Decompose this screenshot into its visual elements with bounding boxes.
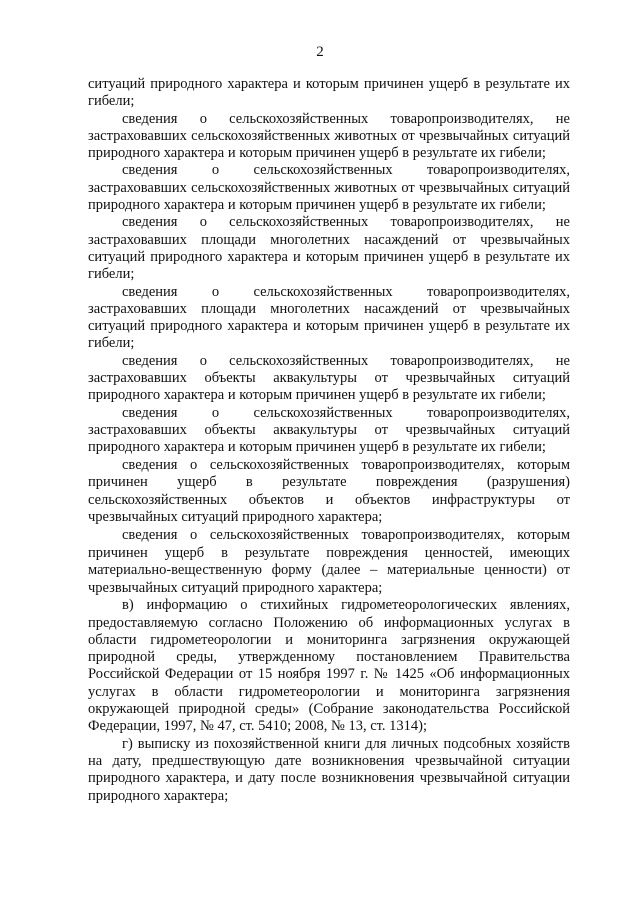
page-number: 2 <box>316 44 324 60</box>
paragraph-material-values-damage: сведения о сельскохозяйственных товаропроизводителях, которым причинен ущерб в результате повреждения ценностей, имеющих материально-вещественную форму (далее – материальные ценности) от чрезвычайных ситуаций природного характера; <box>88 526 570 596</box>
paragraph-insured-aquaculture: сведения о сельскохозяйственных товаропроизводителях, застраховавших объекты аквакультуры от чрезвычайных ситуаций природного характера и которым причинен ущерб в результате их гибели; <box>88 404 570 456</box>
paragraph-insured-plantings: сведения о сельскохозяйственных товаропроизводителях, застраховавших площади многолетних насаждений от чрезвычайных ситуаций природного характера и которым причинен ущерб в результате их гибели; <box>88 283 570 352</box>
paragraph-infrastructure-damage: сведения о сельскохозяйственных товаропроизводителях, которым причинен ущерб в результате повреждения (разрушения) сельскохозяйственных объектов и объектов инфраструктуры от чрезвычайных ситуаций природного характера; <box>88 456 570 526</box>
paragraph-item-v-hydrometeorology: в) информацию о стихийных гидрометеорологических явлениях, предоставляемую согласно Положению об информационных услугах в области гидрометеорологии и мониторинга загрязнения окружающей природной среды, утвержденному постановлением Правительства Российской Федерации от 15 ноября 1997 г. № 1425 «Об информационных услугах в области гидрометеорологии и мониторинга загрязнения окружающей природной среды» (Собрание законодательства Российской Федерации, 1997, № 47, ст. 5410; 2008, № 13, ст. 1314); <box>88 597 570 735</box>
paragraph-uninsured-plantings: сведения о сельскохозяйственных товаропроизводителях, не застраховавших площади многолетних насаждений от чрезвычайных ситуаций природного характера и которым причинен ущерб в результате их гибели; <box>88 214 570 283</box>
paragraph-continuation: ситуаций природного характера и которым причинен ущерб в результате их гибели; <box>88 76 570 110</box>
paragraph-uninsured-aquaculture: сведения о сельскохозяйственных товаропроизводителях, не застраховавших объекты аквакультуры от чрезвычайных ситуаций природного характера и которым причинен ущерб в результате их гибели; <box>88 352 570 404</box>
document-body <box>88 76 570 805</box>
paragraph-insured-animals: сведения о сельскохозяйственных товаропроизводителях, застраховавших сельскохозяйственных животных от чрезвычайных ситуаций природного характера и которым причинен ущерб в результате их гибели; <box>88 162 570 214</box>
paragraph-uninsured-animals: сведения о сельскохозяйственных товаропроизводителях, не застраховавших сельскохозяйственных животных от чрезвычайных ситуаций природного характера и которым причинен ущерб в результате их гибели; <box>88 110 570 162</box>
paragraph-item-g-household-book: г) выписку из похозяйственной книги для личных подсобных хозяйств на дату, предшествующую дате возникновения чрезвычайной ситуации природного характера, и дату после возникновения чрезвычайной ситуации природного характера; <box>88 735 570 804</box>
